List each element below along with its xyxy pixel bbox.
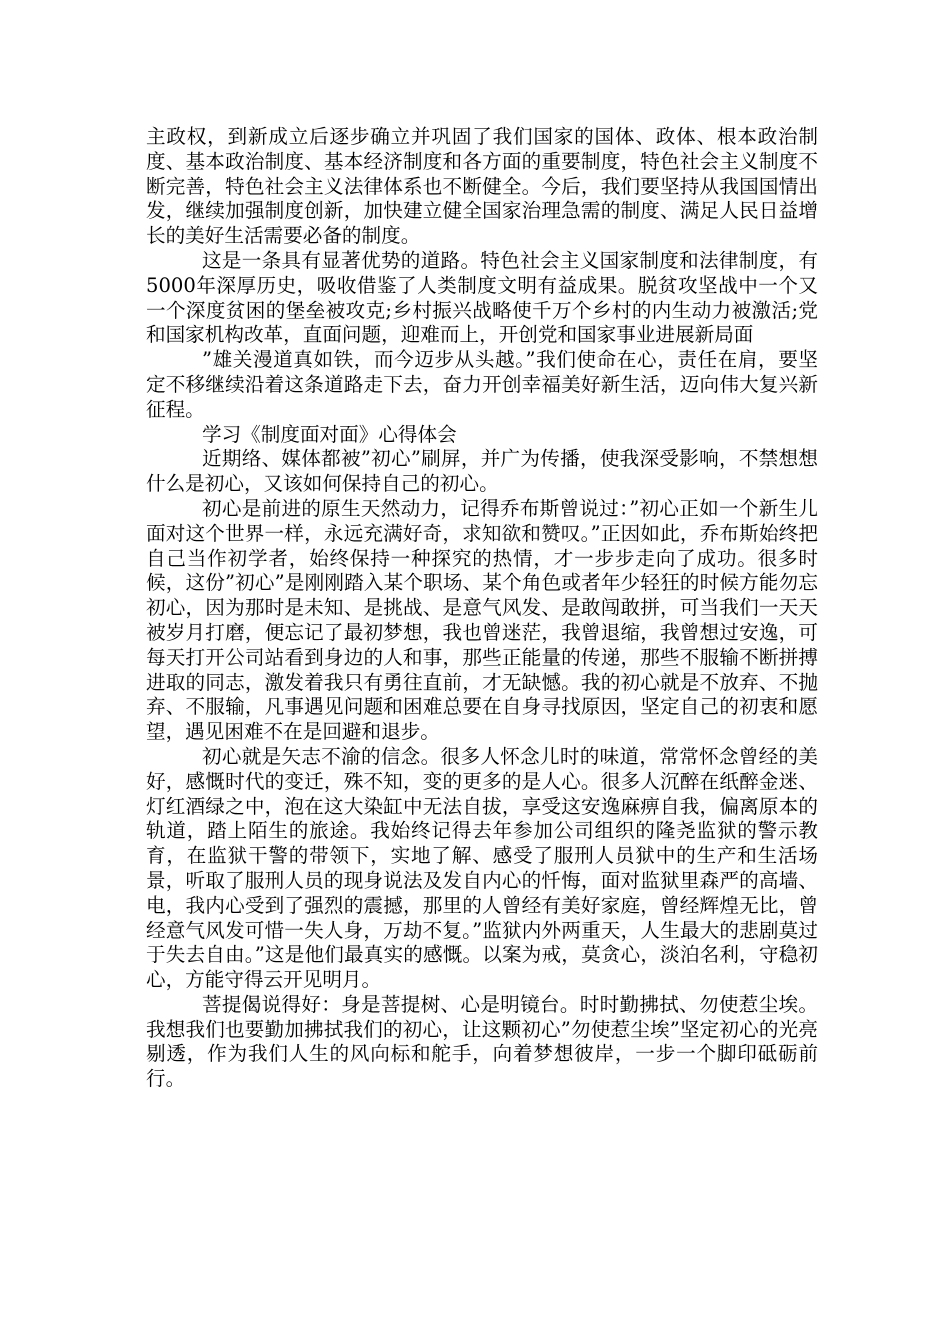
section-heading: 学习《制度面对面》心得体会 — [202, 422, 457, 446]
paragraph: 菩提偈说得好：身是菩提树、心是明镜台。时时勤拂拭、勿使惹尘埃。我想我们也要勤加拂拭我们的初心，让这颗初心”勿使惹尘埃”坚定初心的光亮剔透，作为我们人生的风向标和舵手，向着梦想彼岸，一步一个脚印砥砺前行。 — [146, 992, 818, 1091]
paragraph: 这是一条具有显著优势的道路。特色社会主义国家制度和法律制度，有5000年深厚历史，吸收借鉴了人类制度文明有益成果。脱贫攻坚战中一个又一个深度贫困的堡垒被攻克;乡村振兴战略使千万个乡村的内生动力被激活;党和国家机构改革，直面问题，迎难而上，开创党和国家事业进展新局面 — [146, 248, 818, 347]
paragraph: 初心是前进的原生天然动力，记得乔布斯曾说过：”初心正如一个新生儿面对这个世界一样，永远充满好奇，求知欲和赞叹。”正因如此，乔布斯始终把自己当作初学者，始终保持一种探究的热情，才一步步走向了成功。很多时候，这份”初心”是刚刚踏入某个职场、某个角色或者年少轻狂的时候方能勿忘初心，因为那时是未知、是挑战、是意气风发、是敢闯敢拼，可当我们一天天被岁月打磨，便忘记了最初梦想，我也曾迷茫，我曾退缩，我曾想过安逸，可每天打开公司站看到身边的人和事，那些正能量的传递，那些不服输不断拼搏进取的同志，激发着我只有勇往直前，才无缺憾。我的初心就是不放弃、不抛弃、不服输，凡事遇见问题和困难总要在自身寻找原因，坚定自己的初衷和愿望，遇见困难不在是回避和退步。 — [146, 496, 818, 744]
paragraph: ”雄关漫道真如铁，而今迈步从头越。”我们使命在心，责任在肩，要坚定不移继续沿着这条道路走下去，奋力开创幸福美好新生活，迈向伟大复兴新征程。 — [146, 348, 818, 421]
paragraph: 主政权，到新成立后逐步确立并巩固了我们国家的国体、政体、根本政治制度、基本政治制度、基本经济制度和各方面的重要制度，特色社会主义制度不断完善，特色社会主义法律体系也不断健全。今后，我们要坚持从我国国情出发，继续加强制度创新，加快建立健全国家治理急需的制度、满足人民日益增长的美好生活需要必备的制度。 — [146, 125, 818, 248]
paragraph: 近期络、媒体都被”初心”刷屏，并广为传播，使我深受影响，不禁想想什么是初心，又该如何保持自己的初心。 — [146, 447, 818, 496]
document-body — [146, 125, 818, 1092]
paragraph: 初心就是矢志不渝的信念。很多人怀念儿时的味道，常常怀念曾经的美好，感慨时代的变迁，殊不知，变的更多的是人心。很多人沉醉在纸醉金迷、灯红酒绿之中，泡在这大染缸中无法自拔，享受这安逸麻痹自我，偏离原本的轨道，踏上陌生的旅途。我始终记得去年参加公司组织的隆尧监狱的警示教育，在监狱干警的带领下，实地了解、感受了服刑人员狱中的生产和生活场景，听取了服刑人员的现身说法及发自内心的忏悔，面对监狱里森严的高墙、电，我内心受到了强烈的震撼，那里的人曾经有美好家庭，曾经辉煌无比，曾经意气风发可惜一失人身，万劫不复。”监狱内外两重天，人生最大的悲剧莫过于失去自由。”这是他们最真实的感慨。以案为戒，莫贪心，淡泊名利，守稳初心，方能守得云开见明月。 — [146, 744, 818, 992]
